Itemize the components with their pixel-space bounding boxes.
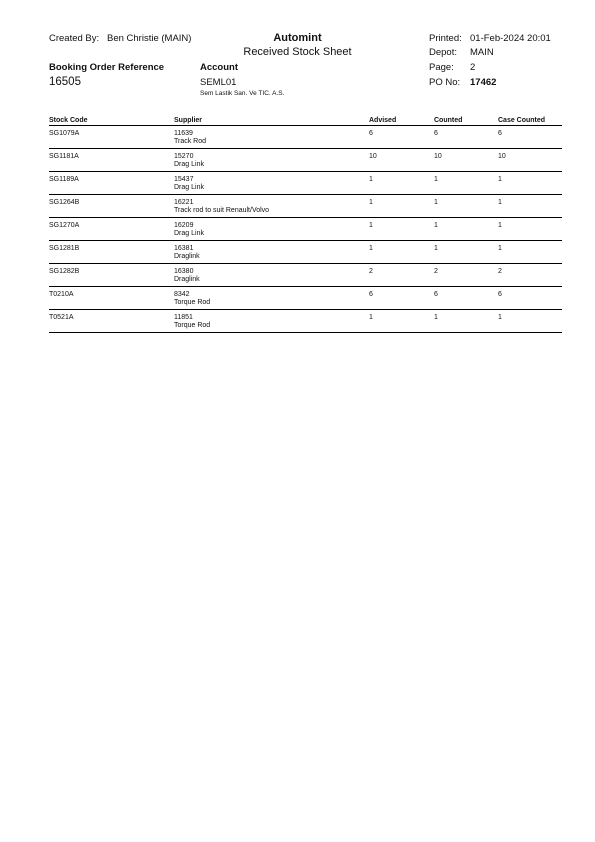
advised-cell: 1: [369, 172, 434, 195]
printed-label: Printed:: [429, 33, 462, 44]
supplier-cell: [174, 195, 369, 218]
item-description: Track rod to suit Renault/Volvo: [174, 207, 270, 214]
po-number: 17462: [470, 77, 497, 88]
counted-cell: 1: [434, 218, 498, 241]
counted-cell: 10: [434, 149, 498, 172]
table-row: [49, 195, 562, 218]
counted-cell: 2: [434, 264, 498, 287]
stock-code-cell: SG1079A: [49, 126, 174, 149]
column-header-supplier: Supplier: [174, 114, 369, 126]
supplier-cell: [174, 172, 369, 195]
counted-cell: 1: [434, 310, 498, 333]
table-header-row: [49, 114, 562, 126]
item-description: Drag Link: [174, 184, 204, 191]
created-by-value: Ben Christie (MAIN): [107, 33, 192, 44]
sheet-title: Received Stock Sheet: [243, 46, 352, 58]
item-description: Draglink: [174, 276, 200, 283]
stock-code-cell: SG1189A: [49, 172, 174, 195]
case-counted-cell: 2: [498, 264, 562, 287]
stock-code-cell: SG1281B: [49, 241, 174, 264]
counted-cell: 6: [434, 126, 498, 149]
supplier-code: 16221: [174, 199, 194, 206]
case-counted-cell: 1: [498, 172, 562, 195]
supplier-code: 11639: [174, 130, 193, 137]
case-counted-cell: 10: [498, 149, 562, 172]
item-description: Draglink: [174, 253, 200, 260]
supplier-code: 15270: [174, 153, 194, 160]
case-counted-cell: 1: [498, 218, 562, 241]
case-counted-cell: 1: [498, 310, 562, 333]
table-row: [49, 218, 562, 241]
supplier-cell: [174, 310, 369, 333]
supplier-cell: [174, 218, 369, 241]
table-row: [49, 149, 562, 172]
booking-order-reference: 16505: [49, 76, 81, 88]
supplier-code: 16380: [174, 268, 194, 275]
item-description: Track Rod: [174, 138, 207, 145]
account-name: Sem Lastik San. Ve TIC. A.S.: [200, 90, 285, 97]
account-label: Account: [200, 62, 238, 73]
case-counted-cell: 6: [498, 287, 562, 310]
stock-code-cell: SG1181A: [49, 149, 174, 172]
column-header-stock-code: Stock Code: [49, 114, 174, 126]
counted-cell: 1: [434, 172, 498, 195]
advised-cell: 10: [369, 149, 434, 172]
supplier-code: 11851: [174, 314, 193, 321]
case-counted-cell: 6: [498, 126, 562, 149]
advised-cell: 1: [369, 218, 434, 241]
table-row: [49, 172, 562, 195]
advised-cell: 1: [369, 310, 434, 333]
item-description: Torque Rod: [174, 322, 211, 329]
company-name: Automint: [273, 32, 322, 44]
supplier-cell: [174, 287, 369, 310]
case-counted-cell: 1: [498, 195, 562, 218]
table-row: [49, 310, 562, 333]
advised-cell: 6: [369, 287, 434, 310]
advised-cell: 1: [369, 195, 434, 218]
stock-code-cell: SG1264B: [49, 195, 174, 218]
page-number: 2: [470, 62, 476, 73]
table-row: [49, 241, 562, 264]
supplier-code: 15437: [174, 176, 194, 183]
column-header-advised: Advised: [369, 114, 434, 126]
table-row: [49, 287, 562, 310]
item-description: Torque Rod: [174, 299, 211, 306]
supplier-cell: [174, 264, 369, 287]
po-label: PO No:: [429, 77, 461, 88]
booking-order-label: Booking Order Reference: [49, 62, 165, 73]
depot-label: Depot:: [429, 47, 457, 58]
page-label: Page:: [429, 62, 454, 73]
case-counted-cell: 1: [498, 241, 562, 264]
stock-code-cell: T0210A: [49, 287, 174, 310]
printed-value: 01-Feb-2024 20:01: [470, 33, 551, 44]
column-header-case-counted: Case Counted: [498, 114, 562, 126]
table-row: [49, 264, 562, 287]
account-code: SEML01: [200, 77, 237, 88]
supplier-cell: [174, 126, 369, 149]
supplier-code: 16381: [174, 245, 194, 252]
table-row: [49, 126, 562, 149]
counted-cell: 1: [434, 195, 498, 218]
supplier-code: 16209: [174, 222, 194, 229]
stock-code-cell: T0521A: [49, 310, 174, 333]
depot-value: MAIN: [470, 47, 494, 58]
advised-cell: 6: [369, 126, 434, 149]
supplier-code: 8342: [174, 291, 190, 298]
received-stock-table: [49, 114, 562, 333]
advised-cell: 1: [369, 241, 434, 264]
supplier-cell: [174, 149, 369, 172]
created-by-label: Created By:: [49, 33, 100, 44]
counted-cell: 1: [434, 241, 498, 264]
stock-code-cell: SG1270A: [49, 218, 174, 241]
column-header-counted: Counted: [434, 114, 498, 126]
item-description: Drag Link: [174, 230, 204, 237]
advised-cell: 2: [369, 264, 434, 287]
item-description: Drag Link: [174, 161, 204, 168]
supplier-cell: [174, 241, 369, 264]
stock-code-cell: SG1282B: [49, 264, 174, 287]
counted-cell: 6: [434, 287, 498, 310]
